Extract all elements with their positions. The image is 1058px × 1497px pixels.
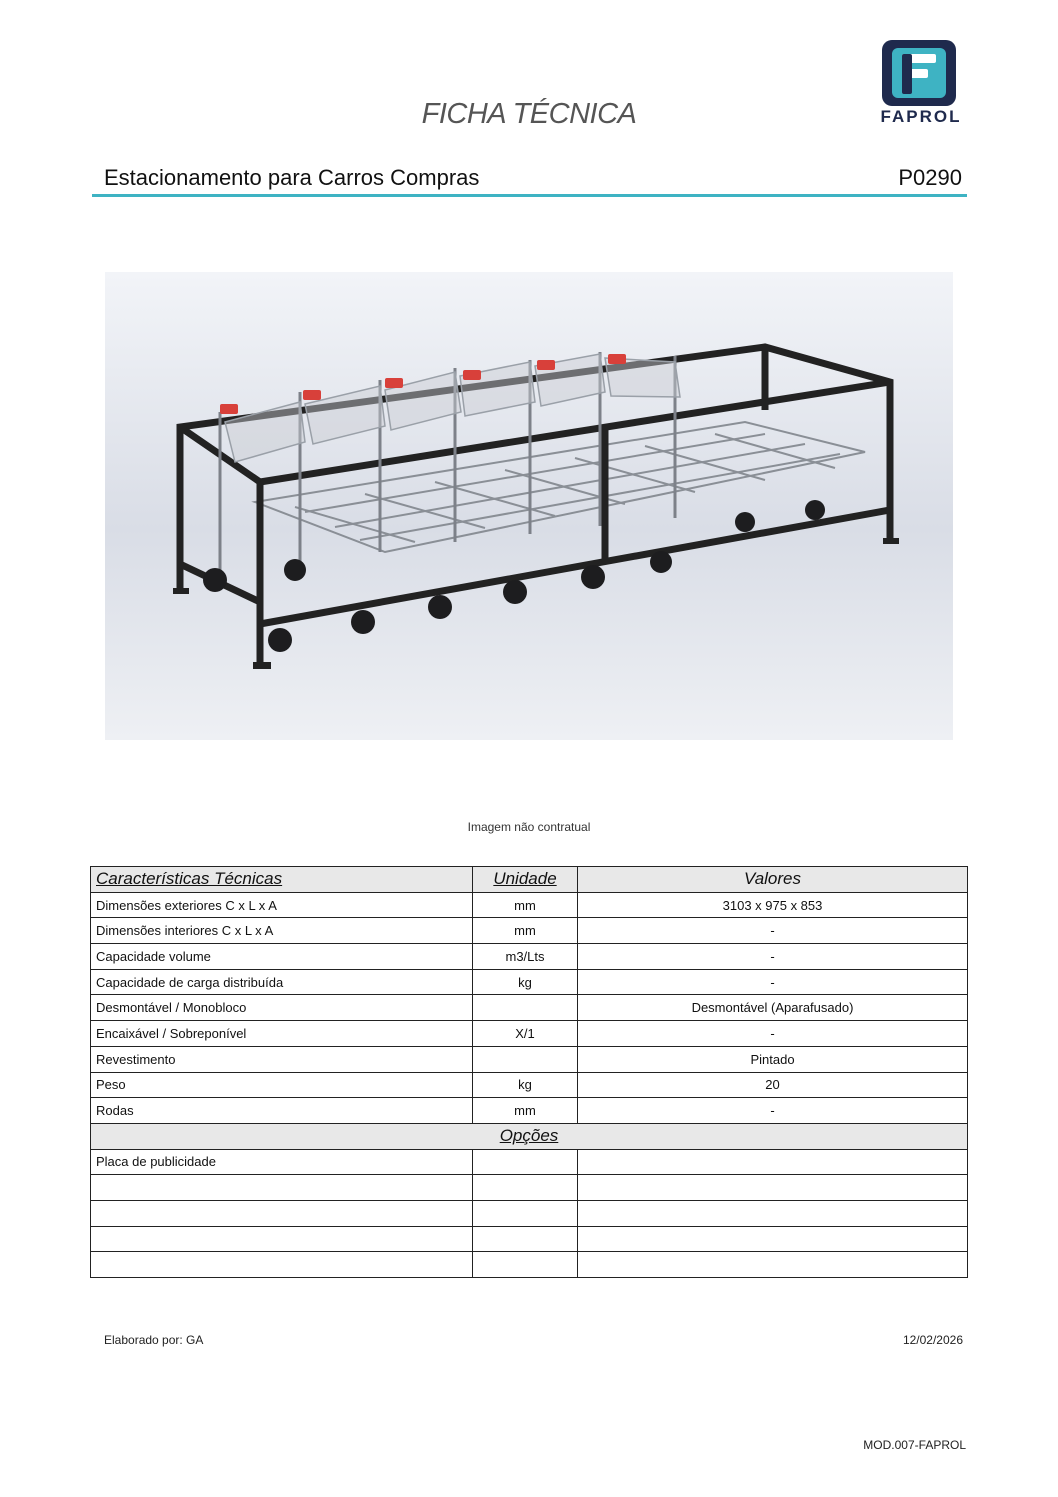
row-unit <box>473 1046 578 1072</box>
options-row <box>91 1252 968 1278</box>
row-unit: kg <box>473 969 578 995</box>
row-value: - <box>578 1021 968 1047</box>
row-unit: mm <box>473 918 578 944</box>
spec-table <box>90 866 968 1278</box>
header-caracteristicas: Características Técnicas <box>91 867 473 893</box>
options-row <box>91 1226 968 1252</box>
option-unit <box>473 1252 578 1278</box>
option-value <box>578 1149 968 1175</box>
options-row <box>91 1149 968 1175</box>
shopping-cart-corral-icon <box>105 272 953 740</box>
row-label: Capacidade de carga distribuída <box>91 969 473 995</box>
header-unidade: Unidade <box>473 867 578 893</box>
row-unit: X/1 <box>473 1021 578 1047</box>
model-reference: MOD.007-FAPROL <box>863 1438 966 1452</box>
row-label: Encaixável / Sobreponível <box>91 1021 473 1047</box>
option-label <box>91 1226 473 1252</box>
option-label <box>91 1200 473 1226</box>
row-label: Capacidade volume <box>91 944 473 970</box>
row-unit <box>473 995 578 1021</box>
table-header-row <box>91 867 968 893</box>
option-value <box>578 1175 968 1201</box>
row-value: Desmontável (Aparafusado) <box>578 995 968 1021</box>
option-value <box>578 1200 968 1226</box>
logo-wordmark: FAPROL <box>880 107 962 126</box>
table-row <box>91 1021 968 1047</box>
row-unit: kg <box>473 1072 578 1098</box>
row-label: Rodas <box>91 1098 473 1124</box>
row-unit: m3/Lts <box>473 944 578 970</box>
row-label: Dimensões interiores C x L x A <box>91 918 473 944</box>
table-row <box>91 1046 968 1072</box>
table-row <box>91 995 968 1021</box>
option-unit <box>473 1226 578 1252</box>
row-value: - <box>578 969 968 995</box>
header-valores: Valores <box>578 867 968 893</box>
table-row <box>91 1098 968 1124</box>
product-code: P0290 <box>898 165 962 190</box>
option-unit <box>473 1200 578 1226</box>
option-label <box>91 1175 473 1201</box>
row-value: - <box>578 944 968 970</box>
row-value: Pintado <box>578 1046 968 1072</box>
option-value <box>578 1252 968 1278</box>
table-row <box>91 918 968 944</box>
row-value: - <box>578 1098 968 1124</box>
option-label: Placa de publicidade <box>91 1149 473 1175</box>
row-value: 20 <box>578 1072 968 1098</box>
document-title: FICHA TÉCNICA <box>421 98 637 130</box>
table-row <box>91 969 968 995</box>
row-label: Dimensões exteriores C x L x A <box>91 892 473 918</box>
option-value <box>578 1226 968 1252</box>
row-unit: mm <box>473 892 578 918</box>
row-label: Peso <box>91 1072 473 1098</box>
options-row <box>91 1200 968 1226</box>
product-name: Estacionamento para Carros Compras <box>104 165 480 190</box>
row-label: Revestimento <box>91 1046 473 1072</box>
options-row <box>91 1175 968 1201</box>
row-value: 3103 x 975 x 853 <box>578 892 968 918</box>
options-header-row <box>91 1123 968 1149</box>
document-date: 12/02/2026 <box>902 1333 963 1347</box>
row-label: Desmontável / Monobloco <box>91 995 473 1021</box>
image-caption: Imagem não contratual <box>467 820 591 834</box>
table-row <box>91 892 968 918</box>
row-unit: mm <box>473 1098 578 1124</box>
option-label <box>91 1252 473 1278</box>
option-unit <box>473 1149 578 1175</box>
options-title: Opções <box>91 1123 968 1149</box>
table-row <box>91 944 968 970</box>
table-row <box>91 1072 968 1098</box>
header-divider <box>92 194 967 197</box>
row-value: - <box>578 918 968 944</box>
author-note: Elaborado por: GA <box>104 1333 204 1347</box>
option-unit <box>473 1175 578 1201</box>
